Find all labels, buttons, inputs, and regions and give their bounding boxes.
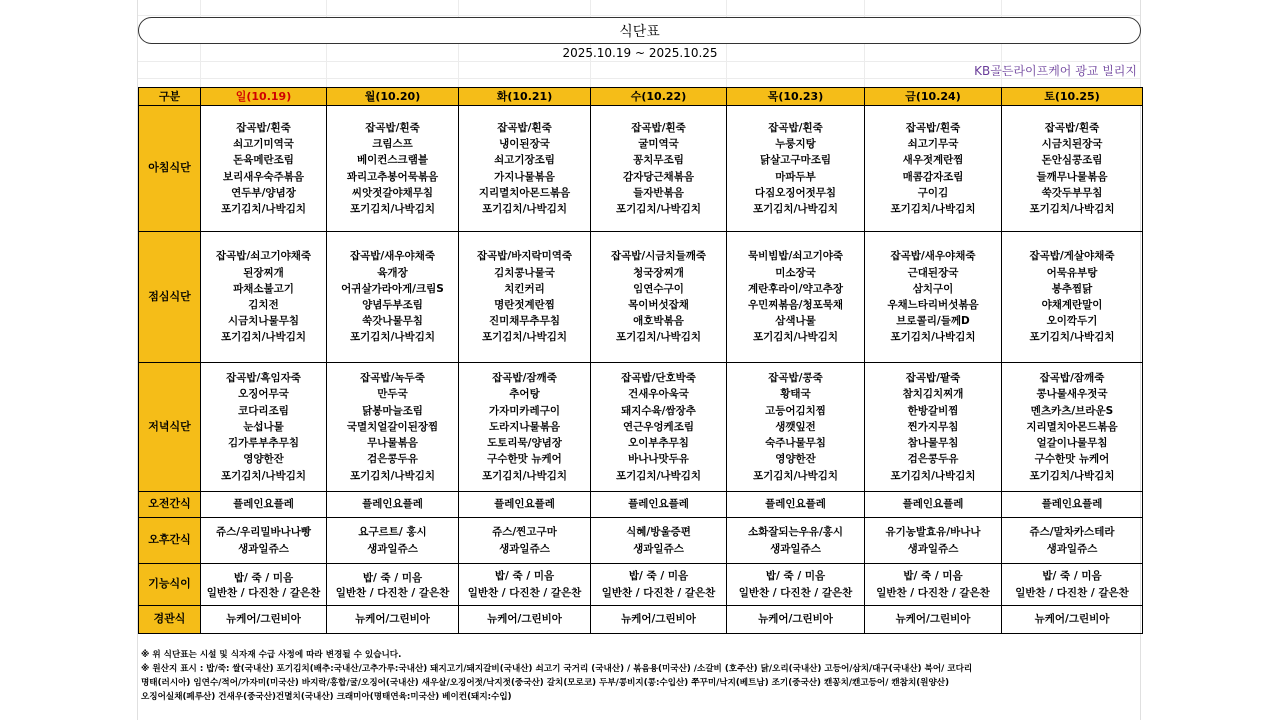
header-row — [139, 88, 1143, 106]
menu-item: 어묵유부탕 — [1046, 266, 1098, 279]
page-title — [138, 17, 1141, 44]
meal-category: 오후간식 — [139, 518, 201, 564]
menu-item: 도라지나물볶음 — [488, 420, 560, 433]
menu-item: 포기김치/나박김치 — [890, 202, 976, 215]
menu-item: 돼지수육/쌈장추 — [621, 404, 696, 417]
menu-item: 잡곡밥/새우야채죽 — [890, 250, 976, 263]
menu-cell — [1002, 518, 1143, 564]
menu-item: 참나물무침 — [907, 437, 959, 450]
menu-item: 진미채무추무침 — [488, 315, 560, 328]
menu-item: 일반찬 / 다진찬 / 갈은찬 — [601, 586, 716, 599]
menu-item: 일반찬 / 다진찬 / 갈은찬 — [335, 586, 450, 599]
menu-item: 우민찌볶음/청포묵채 — [747, 299, 844, 311]
menu-item: 국멸치얼갈이된장찜 — [346, 420, 439, 433]
menu-item: 닭봉마늘조림 — [362, 404, 423, 417]
menu-item: 생과일쥬스 — [633, 542, 684, 555]
menu-item: 계란후라이/약고추장 — [747, 282, 844, 295]
sheet-gridline — [590, 0, 591, 88]
menu-item: 된장찌개 — [243, 266, 284, 279]
menu-cell — [1002, 363, 1143, 492]
menu-item: 돈안심콩조림 — [1041, 154, 1103, 167]
menu-item: 밥/ 죽 / 미음 — [233, 572, 294, 585]
menu-cell — [727, 492, 865, 518]
menu-item: 포기김치/나박김치 — [616, 469, 701, 482]
menu-item: 냉이된장국 — [499, 138, 550, 151]
note-line: ※ 위 식단표는 시설 및 식자재 수급 사정에 따라 변경될 수 있습니다. — [141, 650, 402, 660]
meal-row — [139, 564, 1143, 606]
menu-cell — [201, 606, 327, 634]
menu-item: 뉴케어/그린비아 — [226, 613, 301, 626]
menu-item: 플레인요플레 — [233, 498, 294, 511]
menu-item: 생과일쥬스 — [907, 542, 959, 555]
menu-item: 굴미역국 — [638, 138, 679, 151]
menu-cell — [865, 363, 1002, 492]
menu-item: 지리멸치아몬드볶음 — [1026, 420, 1118, 433]
menu-item: 포기김치/나박김치 — [753, 469, 838, 482]
menu-body — [139, 106, 1143, 634]
menu-item: 추어탕 — [509, 388, 540, 401]
meal-category: 아침식단 — [139, 106, 201, 232]
meal-row — [139, 363, 1143, 492]
menu-item: 봉추찜닭 — [1051, 282, 1093, 295]
menu-cell — [865, 564, 1002, 606]
menu-item: 생깻잎전 — [775, 420, 816, 433]
menu-item: 육개장 — [377, 266, 408, 279]
menu-item: 플레인요플레 — [362, 498, 423, 511]
meal-category: 오전간식 — [139, 492, 201, 518]
menu-item: 고등어김치찜 — [765, 404, 826, 417]
menu-cell — [865, 232, 1002, 363]
menu-table — [138, 87, 1143, 634]
menu-item: 쑥갓두부무침 — [1041, 186, 1103, 199]
menu-item: 잡곡밥/흰죽 — [1044, 121, 1100, 134]
menu-item: 일반찬 / 다진찬 / 갈은찬 — [738, 586, 853, 599]
menu-cell — [727, 564, 865, 606]
menu-cell — [865, 492, 1002, 518]
menu-cell — [1002, 564, 1143, 606]
menu-item: 뉴케어/그린비아 — [621, 613, 696, 626]
menu-item: 한방갈비찜 — [907, 404, 959, 417]
menu-cell — [459, 363, 591, 492]
menu-item: 포기김치/나박김치 — [1029, 202, 1115, 215]
menu-item: 쥬스/우리밀바나나빵 — [215, 526, 312, 539]
menu-item: 건새우아욱국 — [628, 388, 689, 401]
menu-cell — [327, 564, 459, 606]
menu-item: 밥/ 죽 / 미음 — [494, 570, 555, 583]
menu-item: 뉴케어/그린비아 — [487, 613, 562, 626]
menu-item: 잡곡밥/게살야채죽 — [1029, 250, 1115, 263]
menu-cell — [327, 363, 459, 492]
menu-item: 밥/ 죽 / 미음 — [1042, 570, 1102, 583]
menu-cell — [727, 606, 865, 634]
menu-sheet — [137, 0, 1141, 720]
menu-item: 코다리조림 — [238, 404, 289, 417]
menu-cell — [201, 232, 327, 363]
menu-item: 얼갈이나물무침 — [1036, 437, 1108, 450]
meal-category: 기능식이 — [139, 564, 201, 606]
menu-cell — [327, 106, 459, 232]
menu-cell — [327, 492, 459, 518]
menu-item: 일반찬 / 다진찬 / 갈은찬 — [876, 586, 990, 599]
menu-item: 새우젓계란찜 — [902, 154, 964, 167]
menu-item: 검은콩두유 — [367, 453, 418, 466]
menu-item: 베이컨스크램블 — [356, 154, 428, 167]
menu-item: 플레인요플레 — [1041, 498, 1103, 511]
menu-item: 파채소불고기 — [233, 282, 294, 295]
menu-item: 보리새우숙주볶음 — [222, 170, 305, 183]
menu-item: 찐가지무침 — [907, 420, 959, 433]
menu-item: 콩나물새우젓국 — [1036, 388, 1108, 401]
menu-item: 어귀살가라아게/크림S — [341, 282, 444, 295]
menu-item: 잡곡밥/흰죽 — [905, 121, 961, 134]
menu-item: 쥬스/말차카스테라 — [1029, 526, 1115, 539]
menu-item: 청국장찌개 — [633, 266, 684, 279]
menu-item: 명란젓계란찜 — [494, 299, 555, 311]
menu-cell — [727, 363, 865, 492]
menu-cell — [1002, 232, 1143, 363]
meal-row — [139, 606, 1143, 634]
menu-item: 생과일쥬스 — [499, 542, 550, 555]
menu-item: 치킨커리 — [504, 282, 545, 295]
sheet-gridline — [326, 0, 327, 88]
menu-item: 눈섭나물 — [243, 420, 284, 433]
menu-item: 포기김치/나박김치 — [890, 469, 976, 482]
menu-item: 포기김치/나박김치 — [350, 331, 435, 344]
menu-item: 임연수구이 — [633, 282, 684, 295]
menu-item: 시금치나물무침 — [227, 315, 299, 328]
menu-item: 포기김치/나박김치 — [753, 202, 838, 215]
meal-row — [139, 232, 1143, 363]
menu-item: 포기김치/나박김치 — [221, 202, 306, 215]
menu-item: 지리멸치아몬드볶음 — [478, 186, 571, 199]
menu-item: 씨앗젓갈야채무침 — [351, 186, 434, 199]
menu-item: 잡곡밥/바지락미역죽 — [476, 250, 573, 263]
menu-item: 잡곡밥/새우야채죽 — [350, 250, 435, 263]
menu-item: 구수한맛 뉴케어 — [487, 453, 562, 466]
menu-cell — [591, 363, 727, 492]
meal-category: 점심식단 — [139, 232, 201, 363]
meal-row — [139, 106, 1143, 232]
menu-item: 잡곡밥/팥죽 — [905, 372, 961, 385]
menu-cell — [459, 564, 591, 606]
menu-cell — [1002, 492, 1143, 518]
menu-item: 바나나맛두유 — [628, 453, 689, 466]
menu-cell — [459, 492, 591, 518]
menu-item: 참치김치찌개 — [902, 388, 964, 401]
menu-item: 오이부추무침 — [628, 437, 689, 450]
menu-cell — [591, 232, 727, 363]
menu-item: 잡곡밥/흰죽 — [497, 121, 552, 134]
menu-item: 일반찬 / 다진찬 / 갈은찬 — [206, 586, 321, 599]
menu-item: 닭살고구마조림 — [759, 154, 831, 167]
menu-item: 생과일쥬스 — [238, 542, 289, 555]
menu-item: 크림스프 — [372, 138, 413, 151]
notes — [141, 648, 1139, 704]
menu-item: 애호박볶음 — [633, 315, 684, 328]
menu-item: 유기농발효유/바나나 — [885, 526, 981, 539]
menu-item: 숙주나물무침 — [765, 437, 826, 450]
menu-item: 미소장국 — [775, 266, 816, 279]
menu-item: 잡곡밥/흰죽 — [768, 121, 823, 134]
sheet-gridline — [200, 0, 201, 88]
menu-cell — [201, 106, 327, 232]
menu-cell — [591, 564, 727, 606]
menu-item: 포기김치/나박김치 — [350, 469, 435, 482]
note-line: ※ 원산지 표시 : 밥/죽: 쌀(국내산) 포기김치(배추:국내산/고추가루:국내산) 돼지고기/돼지갈비(국내산) 쇠고기 국거리 (국내산) / 볶음용(미국산) /소갈비 (호주산) 닭/오리(국내산) 고등어/삼치/대구(국내산) 북어/ 코다리 — [141, 664, 973, 674]
menu-item: 양념두부조림 — [362, 299, 423, 311]
menu-item: 브로콜리/들께D — [896, 315, 970, 328]
menu-item: 목이버섯잡채 — [628, 299, 689, 311]
sheet-gridline — [864, 0, 865, 88]
menu-cell — [327, 606, 459, 634]
sheet-gridline — [138, 15, 1140, 16]
menu-item: 포기김치/나박김치 — [616, 331, 701, 344]
menu-cell — [459, 606, 591, 634]
menu-item: 연두부/양념장 — [231, 186, 296, 199]
menu-item: 잡곡밥/흰죽 — [365, 121, 420, 134]
menu-item: 오징어무국 — [238, 388, 289, 401]
menu-item: 플레인요플레 — [628, 498, 689, 511]
day-header: 화(10.21) — [459, 88, 591, 106]
menu-cell — [865, 518, 1002, 564]
menu-item: 가자미카레구이 — [488, 404, 560, 417]
menu-item: 무나물볶음 — [367, 437, 418, 450]
menu-item: 생과일쥬스 — [367, 542, 418, 555]
title-text: 식단표 — [619, 23, 660, 40]
menu-item: 구이김 — [917, 186, 949, 199]
menu-item: 포기김치/나박김치 — [482, 202, 567, 215]
menu-cell — [727, 106, 865, 232]
menu-item: 포기김치/나박김치 — [221, 469, 306, 482]
day-header: 월(10.20) — [327, 88, 459, 106]
menu-item: 들자반볶음 — [633, 186, 684, 199]
menu-cell — [865, 106, 1002, 232]
menu-item: 포기김치/나박김치 — [753, 331, 838, 344]
note-line: 오징어실채(페루산) 건새우(중국산)건멸치(국내산) 크래미아(명태연육:미국산) 베이컨(돼지:수입) — [141, 692, 512, 702]
menu-item: 쇠고기무국 — [907, 138, 959, 151]
menu-cell — [1002, 606, 1143, 634]
menu-item: 마파두부 — [775, 170, 816, 183]
menu-item: 잡곡밥/잠깨죽 — [492, 372, 557, 385]
menu-item: 플레인요플레 — [765, 498, 826, 511]
menu-cell — [727, 232, 865, 363]
menu-cell — [201, 492, 327, 518]
menu-cell — [327, 232, 459, 363]
menu-item: 다짐오징어젓무침 — [754, 186, 837, 199]
menu-item: 포기김치/나박김치 — [350, 202, 435, 215]
menu-cell — [591, 606, 727, 634]
menu-item: 멘츠카츠/브라운S — [1030, 404, 1114, 417]
menu-item: 뉴케어/그린비아 — [895, 613, 971, 626]
menu-cell — [459, 518, 591, 564]
day-header: 토(10.25) — [1002, 88, 1143, 106]
menu-item: 우채느타리버섯볶음 — [887, 299, 979, 311]
date-range: 2025.10.19 ~ 2025.10.25 — [562, 46, 718, 60]
menu-item: 포기김치/나박김치 — [1029, 331, 1115, 344]
day-header: 목(10.23) — [727, 88, 865, 106]
menu-item: 플레인요플레 — [494, 498, 555, 511]
menu-item: 만두국 — [377, 388, 408, 401]
menu-item: 쇠고기장조림 — [494, 154, 555, 167]
menu-item: 잡곡밥/콩죽 — [768, 372, 823, 385]
menu-item: 누룽지탕 — [775, 138, 816, 151]
menu-item: 근대된장국 — [907, 266, 959, 279]
menu-cell — [727, 518, 865, 564]
menu-item: 잡곡밥/시금치들깨죽 — [610, 250, 707, 263]
menu-item: 포기김치/나박김치 — [616, 202, 701, 215]
menu-cell — [591, 106, 727, 232]
menu-item: 플레인요플레 — [902, 498, 964, 511]
menu-item: 포기김치/나박김치 — [482, 331, 567, 344]
menu-item: 잡곡밥/흑임자죽 — [226, 372, 301, 385]
menu-item: 돈육메란조림 — [233, 154, 294, 167]
menu-item: 일반찬 / 다진찬 / 갈은찬 — [1015, 586, 1129, 599]
menu-item: 가지나물볶음 — [494, 170, 555, 183]
menu-item: 검은콩두유 — [907, 453, 959, 466]
menu-item: 생과일쥬스 — [1046, 542, 1098, 555]
menu-item: 잡곡밥/쇠고기야채죽 — [215, 250, 312, 263]
meal-row — [139, 492, 1143, 518]
menu-item: 일반찬 / 다진찬 / 갈은찬 — [467, 586, 582, 599]
day-header: 금(10.24) — [865, 88, 1002, 106]
menu-cell — [591, 518, 727, 564]
menu-item: 야채계란말이 — [1041, 299, 1103, 311]
menu-cell — [201, 518, 327, 564]
menu-item: 식혜/방울증편 — [626, 526, 691, 539]
menu-item: 뉴케어/그린비아 — [355, 613, 430, 626]
day-header: 수(10.22) — [591, 88, 727, 106]
menu-item: 요구르트/ 홍시 — [358, 526, 427, 539]
menu-item: 매콤감자조림 — [902, 170, 964, 183]
sheet-gridline — [458, 0, 459, 88]
menu-item: 꽈리고추봉어묵볶음 — [346, 170, 439, 183]
meal-row — [139, 518, 1143, 564]
menu-item: 영양한잔 — [243, 453, 284, 466]
menu-cell — [459, 232, 591, 363]
menu-item: 밥/ 죽 / 미음 — [903, 570, 963, 583]
menu-item: 잡곡밥/흰죽 — [631, 121, 686, 134]
menu-item: 생과일쥬스 — [770, 542, 821, 555]
menu-item: 삼치구이 — [912, 282, 954, 295]
menu-item: 김치콩나물국 — [494, 266, 555, 279]
menu-item: 들깨무나물볶음 — [1036, 170, 1108, 183]
organization-name: KB골든라이프케어 광교 빌리지 — [974, 64, 1137, 78]
menu-cell — [327, 518, 459, 564]
menu-item: 시금치된장국 — [1041, 138, 1103, 151]
menu-item: 쇠고기미역국 — [233, 138, 294, 151]
menu-cell — [591, 492, 727, 518]
menu-item: 영양한잔 — [775, 453, 816, 466]
menu-item: 잡곡밥/단호박죽 — [621, 372, 696, 385]
sheet-gridline — [726, 0, 727, 88]
menu-item: 도토리묵/양념장 — [487, 437, 562, 450]
menu-item: 포기김치/나박김치 — [482, 469, 567, 482]
menu-item: 밥/ 죽 / 미음 — [362, 572, 423, 585]
menu-item: 김치전 — [248, 299, 279, 311]
menu-item: 쥬스/찐고구마 — [492, 526, 557, 539]
menu-cell — [865, 606, 1002, 634]
menu-item: 연근우엉케조림 — [622, 420, 694, 433]
menu-item: 밥/ 죽 / 미음 — [628, 570, 689, 583]
menu-item: 포기김치/나박김치 — [221, 331, 306, 344]
menu-item: 소화잘되는우유/홍시 — [747, 526, 844, 539]
note-line: 명태(러시아) 임연수/적어/가자미(미국산) 바지락/홍합/굴/오징어(국내산) 새우살/오징어젓/낙지젓(중국산) 갈치(모로코) 두부/콩비지(콩:수입산) 쭈꾸미/낙지(베트남) 조기(중국산) 캔꽁치/캔고등어/ 캔참치(원양산) — [141, 678, 950, 688]
menu-cell — [1002, 106, 1143, 232]
menu-item: 삼색나물 — [775, 315, 816, 328]
menu-item: 꽁치무조림 — [633, 154, 684, 167]
menu-item: 구수한맛 뉴케어 — [1034, 453, 1110, 466]
menu-cell — [201, 363, 327, 492]
menu-item: 포기김치/나박김치 — [1029, 469, 1115, 482]
menu-item: 뉴케어/그린비아 — [1034, 613, 1110, 626]
menu-item: 쑥갓나물무침 — [362, 315, 423, 328]
menu-item: 밥/ 죽 / 미음 — [765, 570, 826, 583]
menu-item: 황태국 — [780, 388, 811, 401]
menu-item: 잡곡밥/녹두죽 — [360, 372, 425, 385]
meal-category: 저녁식단 — [139, 363, 201, 492]
meal-category: 경관식 — [139, 606, 201, 634]
menu-item: 묵비빔밥/쇠고기야죽 — [747, 250, 844, 263]
menu-item: 뉴케어/그린비아 — [758, 613, 833, 626]
menu-item: 오이깍두기 — [1046, 315, 1098, 328]
menu-item: 잡곡밥/흰죽 — [236, 121, 291, 134]
menu-item: 포기김치/나박김치 — [890, 331, 976, 344]
menu-cell — [459, 106, 591, 232]
day-header: 일(10.19) — [201, 88, 327, 106]
header-category: 구분 — [139, 88, 201, 106]
menu-item: 김가루부추무침 — [227, 437, 299, 450]
menu-cell — [201, 564, 327, 606]
menu-item: 감자당근채볶음 — [622, 170, 694, 183]
menu-item: 잡곡밥/잠깨죽 — [1039, 372, 1105, 385]
